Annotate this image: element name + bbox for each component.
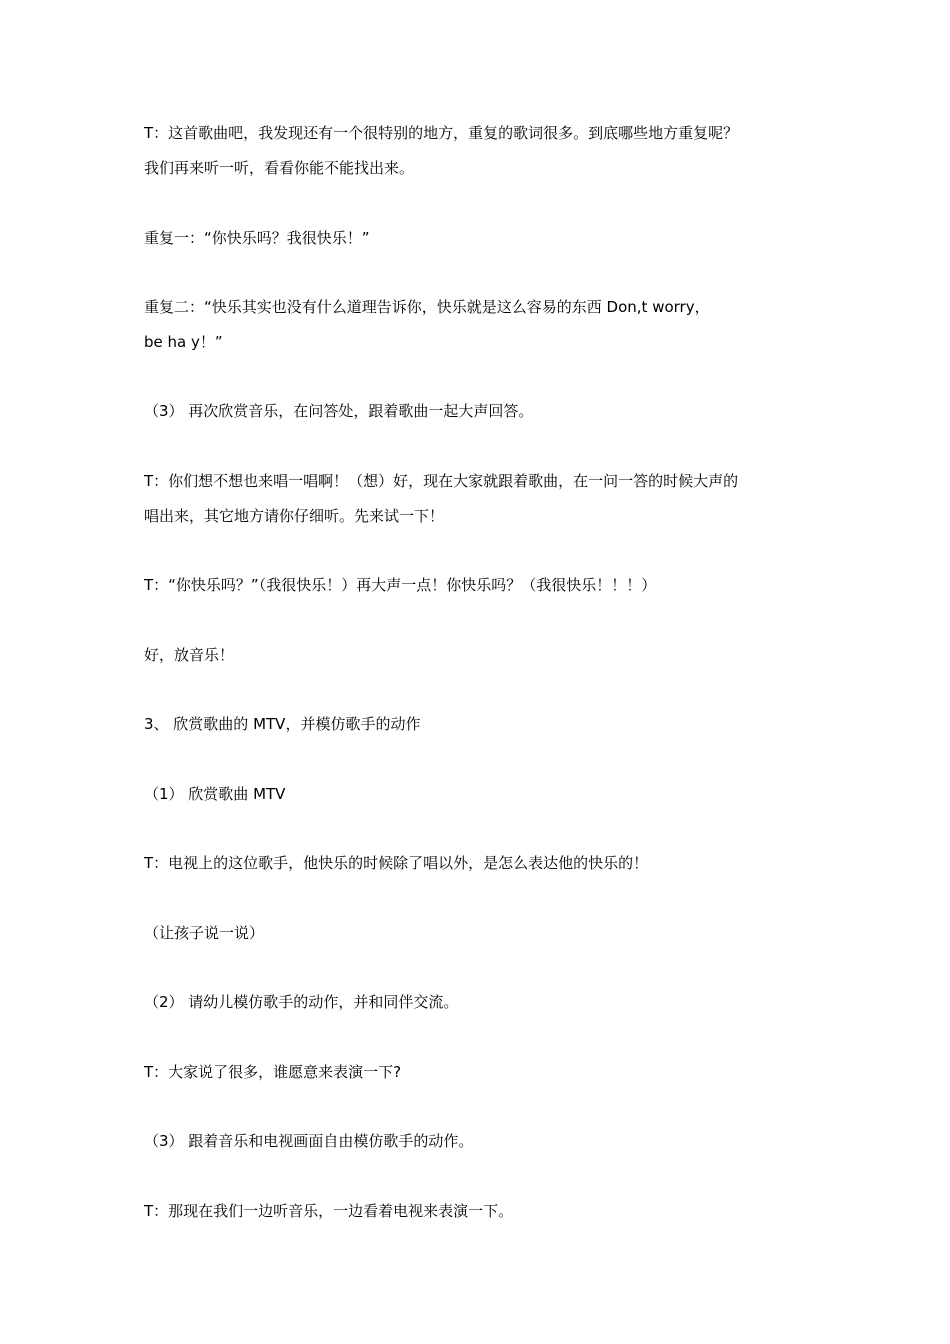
paragraph-line: 唱出来，其它地方请你仔细听。先来试一下！ <box>144 507 445 525</box>
paragraph-line: （1） 欣赏歌曲 MTV <box>144 785 286 803</box>
paragraph-line: （3） 再次欣赏音乐，在问答处，跟着歌曲一起大声回答。 <box>144 402 534 420</box>
paragraph-line: T：“你快乐吗？”（我很快乐！）再大声一点！你快乐吗？（我很快乐！！！） <box>144 576 657 594</box>
paragraph-line: 我们再来听一听，看看你能不能找出来。 <box>144 159 415 177</box>
paragraph-line: 好，放音乐！ <box>144 646 235 664</box>
paragraph-line: （3） 跟着音乐和电视画面自由模仿歌手的动作。 <box>144 1132 474 1150</box>
paragraph-line: 3、 欣赏歌曲的 MTV，并模仿歌手的动作 <box>144 715 421 733</box>
paragraph-line: 重复二：“快乐其实也没有什么道理告诉你，快乐就是这么容易的东西 Don,t worry， <box>144 298 710 316</box>
paragraph-line: be ha y！” <box>144 333 223 351</box>
paragraph-line: （让孩子说一说） <box>144 924 265 942</box>
paragraph-line: （2） 请幼儿模仿歌手的动作，并和同伴交流。 <box>144 993 459 1011</box>
paragraph-line: T：你们想不想也来唱一唱啊！（想）好，现在大家就跟着歌曲，在一问一答的时候大声的 <box>144 472 739 490</box>
paragraph-line: T：这首歌曲吧，我发现还有一个很特别的地方，重复的歌词很多。到底哪些地方重复呢？ <box>144 124 739 142</box>
paragraph-line: T：电视上的这位歌手，他快乐的时候除了唱以外，是怎么表达他的快乐的！ <box>144 854 649 872</box>
paragraph-line: 重复一：“你快乐吗？我很快乐！” <box>144 229 370 247</box>
paragraph-line: T：大家说了很多，谁愿意来表演一下? <box>144 1063 402 1081</box>
paragraph-line: T：那现在我们一边听音乐，一边看着电视来表演一下。 <box>144 1202 514 1220</box>
